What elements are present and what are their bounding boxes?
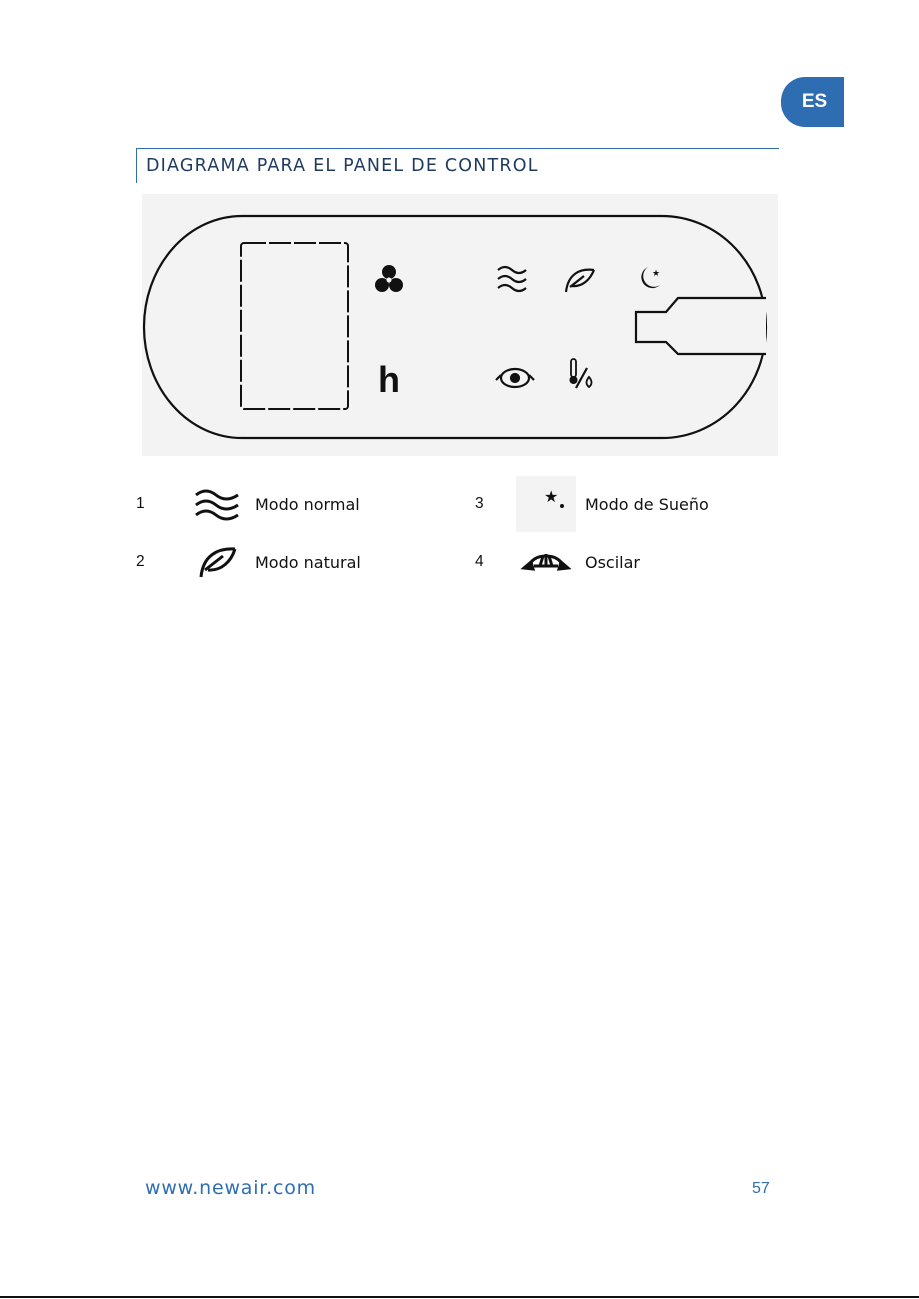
legend-item — [475, 482, 775, 526]
legend-label: Oscilar — [585, 552, 640, 572]
page-number: 57 — [752, 1180, 770, 1197]
humidity-temperature-icon — [570, 359, 592, 388]
language-tab-label: ES — [801, 91, 828, 112]
legend-label: Modo de Sueño — [585, 494, 709, 514]
natural-mode-leaf-icon — [566, 270, 594, 292]
legend-item — [136, 482, 456, 526]
sleep-mode-moon-icon — [515, 476, 577, 532]
language-tab — [781, 77, 844, 127]
section-title: DIAGRAMA PARA EL PANEL DE CONTROL — [146, 156, 539, 176]
connector-tab — [636, 298, 766, 354]
footer-url[interactable]: www.newair.com — [145, 1177, 316, 1199]
legend-number: 1 — [136, 495, 145, 512]
legend-item — [136, 540, 456, 584]
oscillate-icon — [496, 369, 534, 387]
fan-speed-icon — [375, 265, 403, 292]
timer-h-icon: h — [378, 359, 400, 400]
display-window — [241, 243, 348, 409]
natural-mode-leaf-icon — [186, 540, 248, 584]
control-panel-svg — [142, 194, 778, 456]
normal-mode-waves-icon — [186, 482, 248, 526]
legend — [136, 470, 778, 600]
oscillate-icon — [515, 540, 577, 584]
legend-number: 4 — [475, 553, 484, 570]
bottom-rule — [0, 1296, 919, 1298]
sleep-mode-moon-icon — [641, 267, 660, 288]
svg-text:★: ★ — [652, 269, 661, 279]
legend-label: Modo natural — [255, 552, 361, 572]
legend-number: 3 — [475, 495, 484, 512]
control-panel-diagram — [142, 194, 778, 456]
legend-label: Modo normal — [255, 494, 360, 514]
legend-number: 2 — [136, 553, 145, 570]
section-header — [136, 148, 779, 183]
legend-item — [475, 540, 775, 584]
svg-text:★: ★ — [544, 487, 559, 506]
normal-mode-waves-icon — [498, 267, 526, 291]
